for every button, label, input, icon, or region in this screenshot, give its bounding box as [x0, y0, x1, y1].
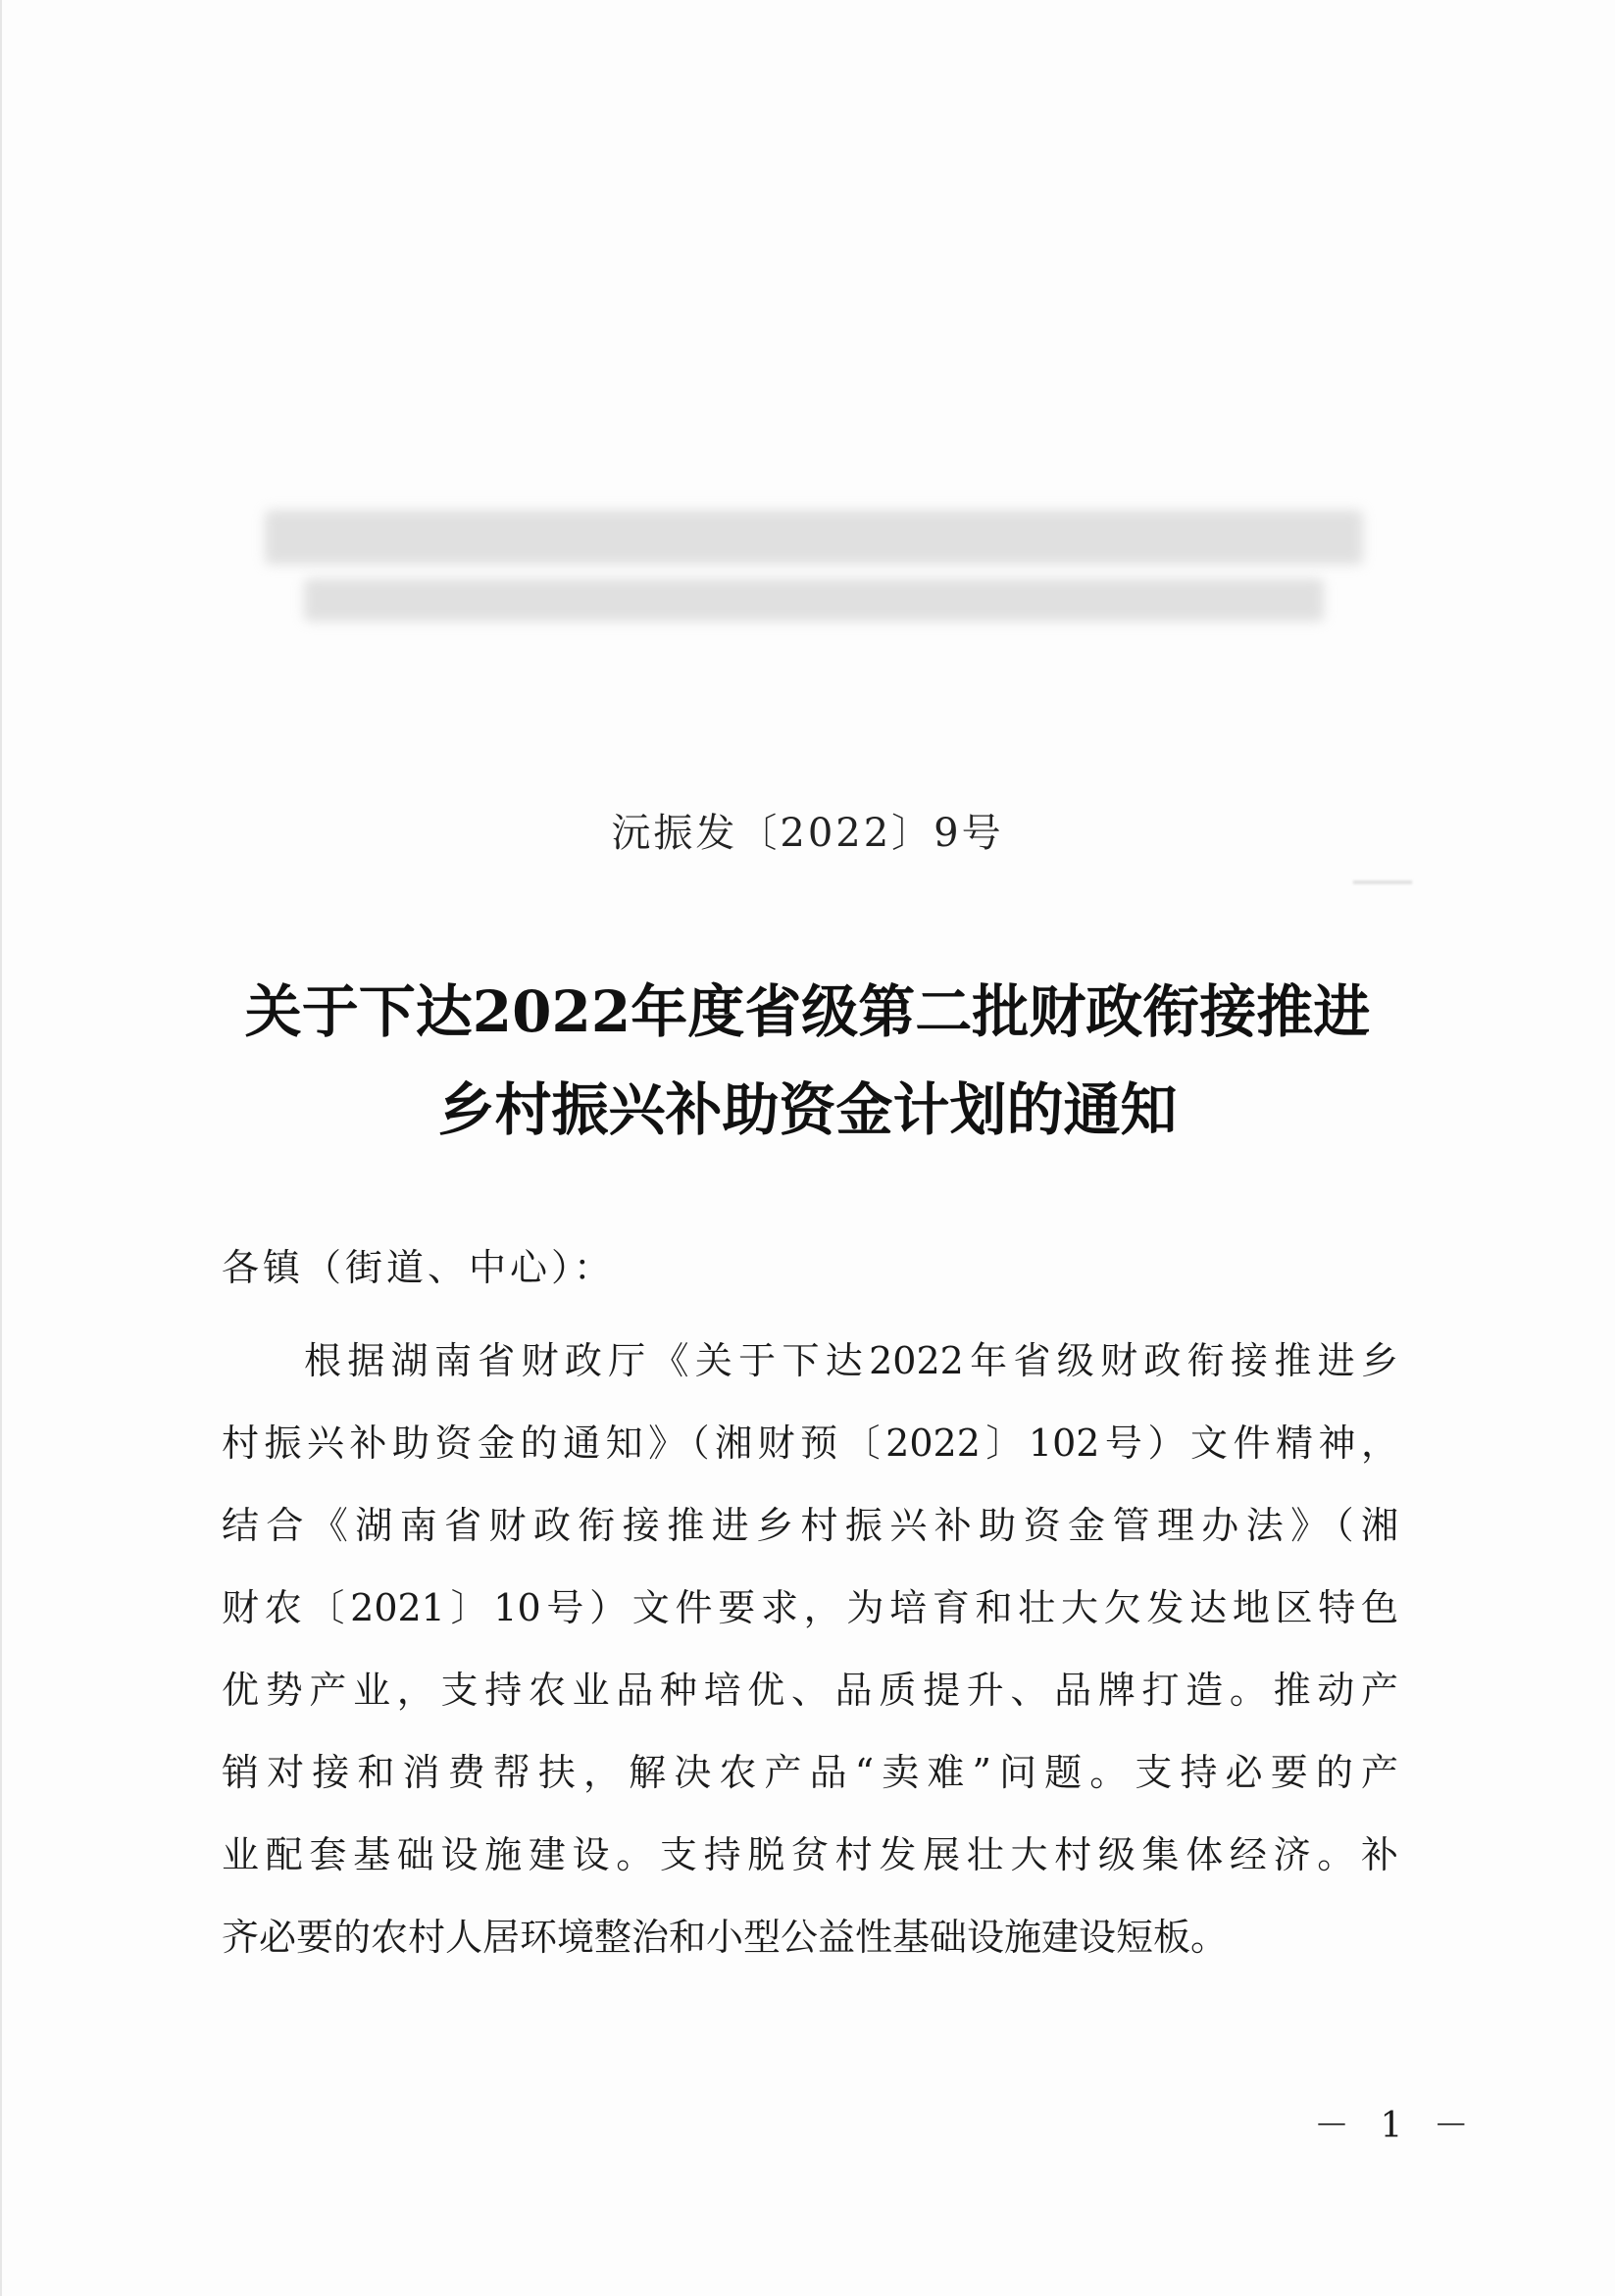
title-line-2: 乡村振兴补助资金计划的通知 [437, 1076, 1178, 1143]
title-line-1: 关于下达2022年度省级第二批财政衔接推进 [244, 978, 1371, 1045]
body-line: 村振兴补助资金的通知》（湘财预〔2022〕102号）文件精神， [222, 1422, 1398, 1465]
body-line: 优势产业，支持农业品种培优、品质提升、品牌打造。推动产 [222, 1669, 1398, 1712]
body-paragraph [222, 1320, 1398, 1978]
body-line: 业配套基础设施建设。支持脱贫村发展壮大村级集体经济。补 [222, 1833, 1398, 1876]
salutation: 各镇（街道、中心）： [222, 1246, 616, 1289]
body-line: 齐必要的农村人居环境整治和小型公益性基础设施建设短板。 [222, 1916, 1229, 1959]
body-line: 销对接和消费帮扶，解决农产品“卖难”问题。支持必要的产 [222, 1751, 1398, 1794]
body-line: 财农〔2021〕10号）文件要求，为培育和壮大欠发达地区特色 [222, 1586, 1398, 1629]
document-number: 沅振发〔2022〕9号 [611, 811, 1004, 856]
body-line: 结合《湖南省财政衔接推进乡村振兴补助资金管理办法》（湘 [222, 1504, 1398, 1547]
faded-header [245, 490, 1392, 637]
scan-mark [1353, 880, 1412, 884]
body-line: 根据湖南省财政厅《关于下达2022年省级财政衔接推进乡 [304, 1339, 1398, 1382]
page-number: － 1 － [1314, 2106, 1479, 2146]
document-title [0, 963, 1615, 1159]
